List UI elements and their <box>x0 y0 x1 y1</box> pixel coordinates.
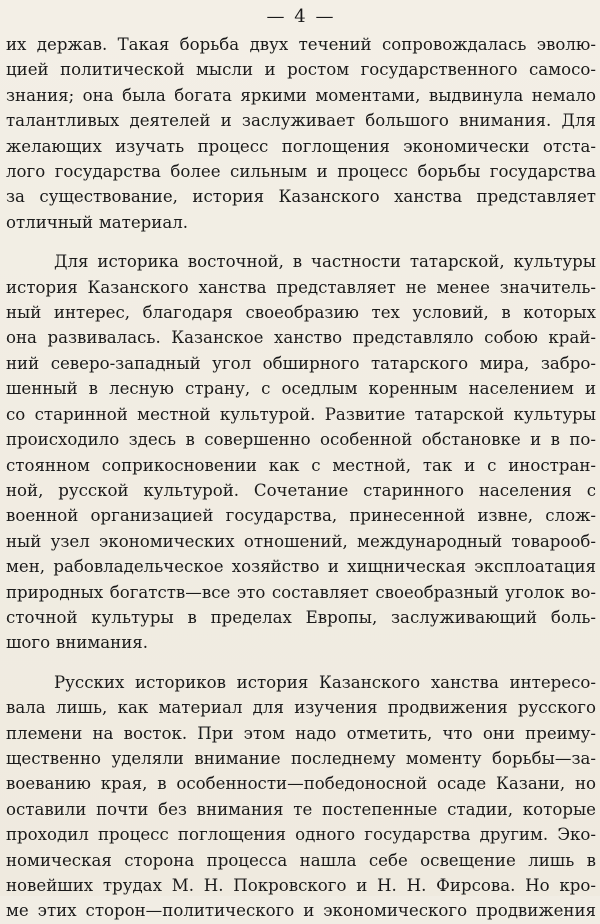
text-line: ний северо-западный угол обширного татарского мира, забро- <box>6 353 596 373</box>
text-line: сточной культуры в пределах Европы, заслуживающий боль- <box>6 607 596 627</box>
text-line: ный интерес, благодаря своеобразию тех условий, в которых <box>6 303 596 323</box>
text-line: происходило здесь в совершенно особенной обстановке и в по- <box>6 430 596 450</box>
text-line: желающих изучать процесс поглощения экономически отста- <box>6 136 596 156</box>
text-line: вала лишь, как материал для изучения продвижения русского <box>6 698 596 718</box>
page-number: — 4 — <box>266 6 336 27</box>
text-line: стоянном соприкосновении как с местной, так и с иностран- <box>6 455 596 475</box>
text-line: проходил процесс поглощения одного государства другим. Эко- <box>6 825 596 845</box>
text-line: отличный материал. <box>6 212 189 232</box>
text-line: ный узел экономических отношений, международный товарооб- <box>6 531 596 551</box>
text-line: цией политической мысли и ростом государственного самосо- <box>6 60 596 80</box>
text-line: со старинной местной культурой. Развитие татарской культуры <box>6 404 596 424</box>
text-line: воеванию края, в особенности—победоносной осаде Казани, но <box>6 774 596 794</box>
text-line: щественно уделяли внимание последнему моменту борьбы—за- <box>6 748 596 768</box>
text-line: ме этих сторон—политического и экономического продвижения <box>6 901 596 921</box>
text-line: военной организацией государства, принесенной извне, слож- <box>6 506 596 526</box>
text-line: она развивалась. Казанское ханство представляло собою край- <box>6 328 596 348</box>
text-line: племени на восток. При этом надо отметить, что они преиму- <box>6 723 596 743</box>
text-line: талантливых деятелей и заслуживает большого внимания. Для <box>6 111 596 131</box>
text-line: ной, русской культурой. Сочетание старинного населения с <box>6 480 596 500</box>
text-line: номическая сторона процесса нашла себе освещение лишь в <box>6 850 596 870</box>
text-line: шого внимания. <box>6 633 149 653</box>
text-line: природных богатств—все это составляет своеобразный уголок во- <box>6 582 596 602</box>
text-line: мен, рабовладельческое хозяйство и хищническая эксплоатация <box>6 557 596 577</box>
text-line: лого государства более сильным и процесс борьбы государства <box>6 162 596 182</box>
paragraph-3 <box>6 670 596 924</box>
text-line: знания; она была богата яркими моментами, выдвинула немало <box>6 85 596 105</box>
text-line: новейших трудах М. Н. Покровского и Н. Н. Фирсова. Но кро- <box>6 876 596 895</box>
text-line: их держав. Такая борьба двух течений сопровождалась эволю- <box>6 35 596 54</box>
text-line: Для историка восточной, в частности татарской, культуры <box>54 252 596 272</box>
text-line: Русских историков история Казанского ханства интересо- <box>54 672 596 692</box>
text-line: шенный в лесную страну, с оседлым коренным населением и <box>6 379 596 399</box>
paragraph-2 <box>6 249 596 656</box>
text-line: история Казанского ханства представляет не менее значитель- <box>6 277 596 297</box>
text-line: за существование, история Казанского ханства представляет <box>6 187 596 207</box>
paragraph-1 <box>6 32 596 235</box>
text-line: оставили почти без внимания те постепенные стадии, которые <box>6 799 596 819</box>
